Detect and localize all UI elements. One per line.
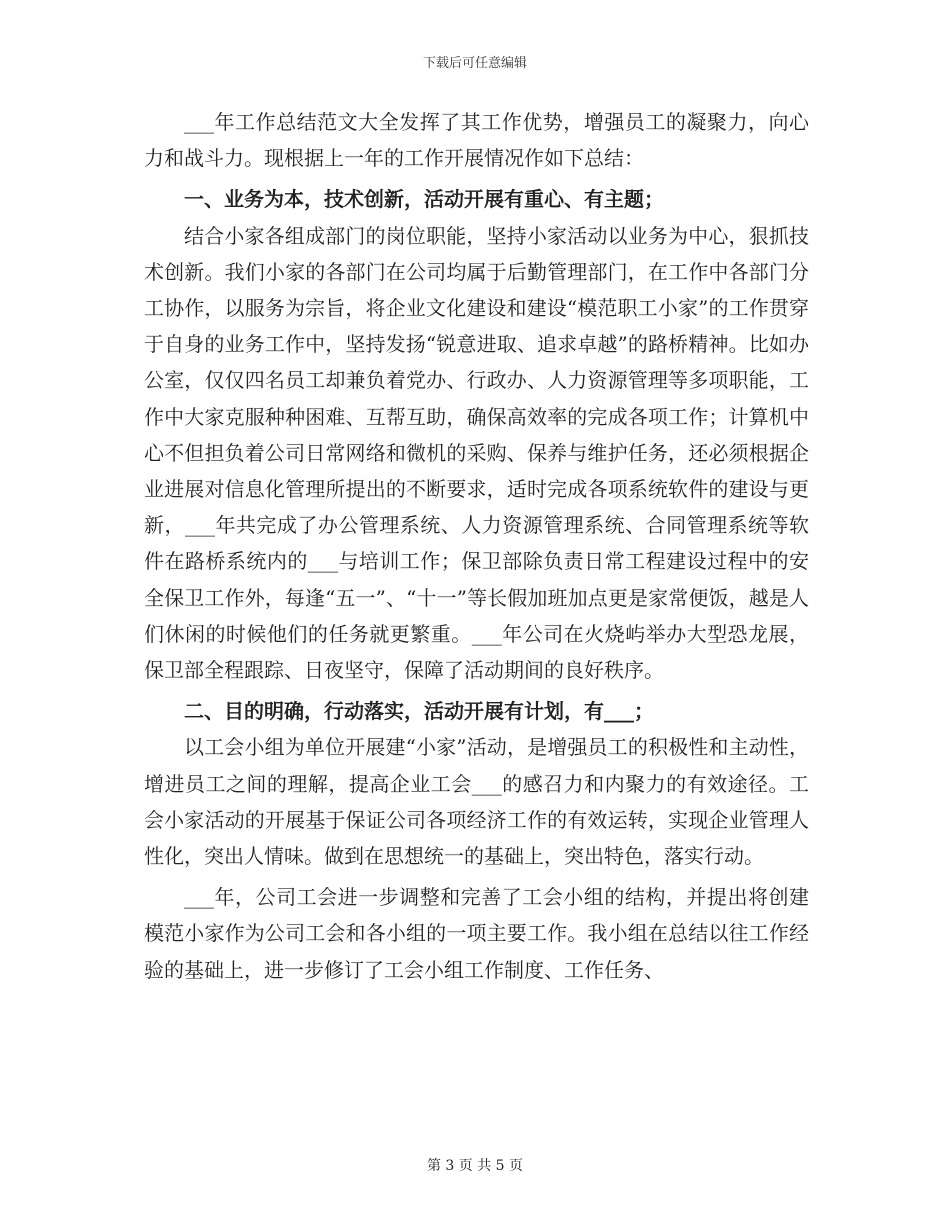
section-1-paragraph: 结合小家各组成部门的岗位职能，坚持小家活动以业务为中心，狠抓技术创新。我们小家的各部门在公司均属于后勤管理部门，在工作中各部门分工协作，以服务为宗旨，将企业文化建设和建设“模范职工小家”的工作贯穿于自身的业务工作中，坚持发扬“锐意进取、追求卓越”的路桥精神。比如办公室，仅仅四名员工却兼负着党办、行政办、人力资源管理等多项职能，工作中大家克服种种困难、互帮互助，确保高效率的完成各项工作；计算机中心不但担负着公司日常网络和微机的采购、保养与维护任务，还必须根据企业进展对信息化管理所提出的不断要求，适时完成各项系统软件的建设与更新，___年共完成了办公管理系统、人力资源管理系统、合同管理系统等软件在路桥系统内的___与培训工作；保卫部除负责日常工程建设过程中的安全保卫工作外，每逢“五一”、“十一”等长假加班加点更是家常便饭，越是人们休闲的时候他们的任务就更繁重。___年公司在火烧屿举办大型恐龙展，保卫部全程跟踪、日夜坚守，保障了活动期间的良好秩序。 [144,223,809,683]
section-2-paragraph-2: ___年，公司工会进一步调整和完善了工会小组的结构，并提出将创建模范小家作为公司工会和各小组的一项主要工作。我小组在总结以往工作经验的基础上，进一步修订了工会小组工作制度、工作任务、 [144,885,809,982]
intro-paragraph: ___年工作总结范文大全发挥了其工作优势，增强员工的凝聚力，向心力和战斗力。现根据上一年的工作开展情况作如下总结： [144,110,809,171]
section-2-heading: 二、目的明确，行动落实，活动开展有计划，有___； [184,699,654,724]
section-2-paragraph-1: 以工会小组为单位开展建“小家”活动，是增强员工的积极性和主动性，增进员工之间的理解，提高企业工会___的感召力和内聚力的有效途径。工会小家活动的开展基于保证公司各项经济工作的有效运转，实现企业管理人性化，突出人情味。做到在思想统一的基础上，突出特色，落实行动。 [144,735,809,869]
document-body [144,104,809,988]
section-1-heading: 一、业务为本，技术创新，活动开展有重心、有主题； [184,187,664,212]
page-header-note: 下载后可任意编辑 [422,56,527,71]
page-number-footer: 第 3 页 共 5 页 [426,1158,524,1174]
